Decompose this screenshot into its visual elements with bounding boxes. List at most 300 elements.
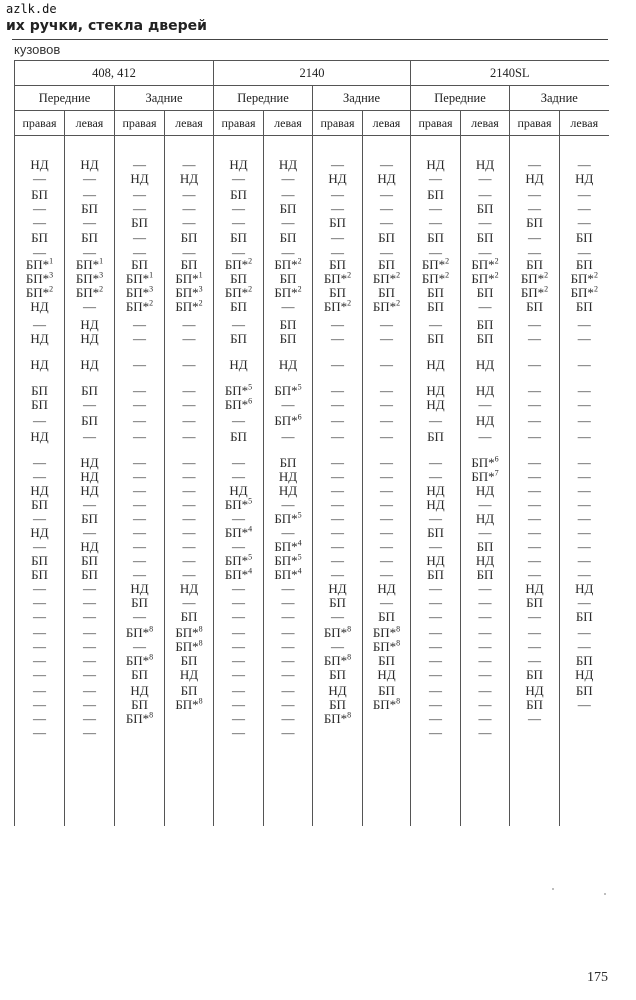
print-speck: [604, 893, 606, 895]
table-cell: —: [331, 357, 344, 372]
side-header: правая: [214, 111, 264, 136]
table-cell: —: [281, 697, 295, 712]
table-cell: —: [83, 725, 96, 740]
table-cell: НД: [426, 397, 445, 412]
table-cell: —: [83, 525, 96, 540]
table-cell: —: [478, 667, 492, 682]
table-cell: БП: [31, 567, 48, 582]
table-cell: БП*$^2$: [224, 256, 253, 272]
table-cell: —: [478, 171, 492, 186]
table-cell: —: [133, 639, 146, 654]
table-cell: —: [331, 317, 344, 332]
side-header: левая: [264, 111, 313, 136]
table-cell: БП: [230, 429, 247, 444]
table-cell: —: [83, 497, 96, 512]
table-cell: —: [331, 245, 344, 260]
table-cell: БП: [279, 271, 297, 286]
table-cell: БП: [31, 230, 48, 245]
table-cell: —: [577, 157, 591, 172]
table-cell: БП: [180, 609, 198, 624]
table-cell: —: [182, 397, 196, 412]
table-cell: —: [577, 357, 591, 372]
subgroup-header: Передние: [411, 86, 510, 111]
table-cell: БП: [81, 383, 98, 398]
table-cell: НД: [426, 383, 445, 398]
table-cell: БП: [378, 230, 395, 245]
side-header: левая: [363, 111, 411, 136]
table-cell: —: [577, 317, 591, 332]
table-cell: НД: [278, 357, 298, 372]
table-cell: НД: [426, 357, 445, 372]
table-cell: —: [331, 525, 344, 540]
table-cell: НД: [130, 683, 149, 698]
table-cell: БП*$^8$: [323, 652, 352, 668]
table-cell: —: [577, 455, 591, 470]
table-cell: —: [429, 201, 442, 216]
table-cell: —: [331, 539, 344, 554]
table-cell: —: [478, 609, 492, 624]
page-subtitle: кузовов: [14, 42, 61, 57]
table-cell: —: [380, 413, 393, 428]
site-watermark: azlk.de: [6, 2, 57, 16]
table-cell: БП: [81, 553, 98, 568]
table-cell: —: [528, 201, 541, 216]
table-cell: —: [429, 639, 442, 654]
table-cell: НД: [80, 317, 99, 332]
table-cell: БП*$^8$: [125, 710, 154, 726]
table-cell: БП*$^2$: [125, 298, 154, 314]
table-cell: —: [133, 553, 146, 568]
table-cell: БП*$^2$: [570, 284, 598, 300]
table-cell: —: [232, 683, 245, 698]
table-cell: —: [380, 497, 393, 512]
table-cell: БП*$^8$: [323, 624, 352, 640]
table-cell: БП*$^4$: [274, 566, 302, 582]
table-cell: —: [528, 187, 541, 202]
table-cell: НД: [229, 157, 248, 172]
table-cell: БП: [180, 653, 198, 668]
table-cell: —: [577, 201, 591, 216]
table-cell: —: [133, 469, 146, 484]
table-cell: —: [182, 413, 196, 428]
table-cell: —: [577, 429, 591, 444]
header-sides: [15, 111, 609, 136]
table-cell: БП*$^3$: [75, 270, 104, 286]
table-cell: —: [577, 539, 591, 554]
table-cell: —: [281, 625, 295, 640]
table-column: [461, 136, 510, 827]
table-cell: —: [33, 245, 46, 260]
table-cell: —: [577, 383, 591, 398]
table-cell: —: [232, 653, 245, 668]
table-cell: —: [133, 245, 146, 260]
table-cell: —: [577, 567, 591, 582]
table-cell: БП: [31, 187, 48, 202]
table-cell: —: [478, 725, 492, 740]
table-cell: БП: [526, 299, 543, 314]
table-cell: БП*$^3$: [125, 284, 154, 300]
header-groups: [15, 61, 609, 86]
table-cell: —: [528, 625, 541, 640]
table-cell: —: [528, 539, 541, 554]
table-cell: —: [133, 455, 146, 470]
table-cell: —: [33, 215, 46, 230]
group-header: 408, 412: [15, 61, 214, 86]
table-cell: НД: [575, 667, 594, 682]
table-cell: БП*$^6$: [274, 412, 302, 428]
table-cell: —: [577, 331, 591, 346]
table-cell: НД: [328, 581, 347, 596]
table-cell: БП: [81, 201, 98, 216]
table-cell: —: [133, 331, 146, 346]
table-cell: НД: [30, 525, 49, 540]
table-cell: БП: [575, 609, 593, 624]
table-cell: НД: [30, 157, 49, 172]
table-cell: —: [577, 511, 591, 526]
table-cell: —: [33, 511, 46, 526]
table-cell: —: [281, 525, 295, 540]
table-cell: БП: [329, 697, 346, 712]
table-cell: БП: [81, 511, 98, 526]
table-cell: —: [331, 383, 344, 398]
table-cell: —: [133, 357, 146, 372]
table-cell: НД: [525, 581, 544, 596]
table-cell: —: [478, 595, 492, 610]
table-cell: НД: [80, 539, 99, 554]
table-cell: —: [528, 245, 541, 260]
table-cell: БП: [329, 285, 346, 300]
subgroup-header: Передние: [214, 86, 313, 111]
table-cell: НД: [179, 171, 199, 186]
table-column: [115, 136, 165, 827]
table-cell: —: [528, 317, 541, 332]
table-cell: БП: [427, 525, 444, 540]
table-cell: НД: [377, 171, 396, 186]
table-cell: —: [478, 625, 492, 640]
table-cell: БП: [476, 230, 494, 245]
table-cell: —: [528, 511, 541, 526]
table-cell: —: [281, 299, 295, 314]
table-cell: —: [83, 215, 96, 230]
table-cell: —: [33, 171, 46, 186]
page-title: их ручки, стекла дверей: [6, 18, 207, 34]
table-cell: —: [232, 413, 245, 428]
table-cell: БП*$^2$: [520, 284, 549, 300]
table-cell: —: [182, 553, 196, 568]
table-cell: —: [83, 187, 96, 202]
table-cell: БП*$^4$: [224, 566, 253, 582]
table-cell: БП: [81, 413, 98, 428]
table-cell: —: [33, 639, 46, 654]
table-cell: —: [232, 511, 245, 526]
table-cell: —: [182, 525, 196, 540]
table-cell: —: [281, 171, 295, 186]
table-cell: БП*$^2$: [520, 270, 549, 286]
table-cell: БП*$^5$: [224, 496, 253, 512]
table-cell: БП: [526, 697, 543, 712]
table-cell: БП: [427, 299, 444, 314]
table-cell: —: [331, 497, 344, 512]
table-cell: НД: [229, 483, 248, 498]
side-header: правая: [115, 111, 165, 136]
table-cell: —: [182, 201, 196, 216]
table-cell: БП: [230, 187, 247, 202]
table-cell: —: [33, 653, 46, 668]
table-cell: —: [577, 497, 591, 512]
table-cell: —: [331, 201, 344, 216]
table-cell: —: [478, 697, 492, 712]
table-cell: —: [182, 567, 196, 582]
table-cell: —: [232, 667, 245, 682]
table-cell: НД: [377, 581, 396, 596]
table-cell: —: [577, 187, 591, 202]
table-cell: НД: [475, 413, 495, 428]
table-cell: БП*$^2$: [323, 270, 352, 286]
table-cell: БП: [81, 230, 98, 245]
table-cell: НД: [525, 171, 544, 186]
table-cell: —: [33, 539, 46, 554]
table-cell: —: [528, 609, 541, 624]
table-cell: —: [232, 725, 245, 740]
table-cell: БП: [575, 299, 593, 314]
table-cell: НД: [328, 171, 347, 186]
table-cell: НД: [575, 581, 594, 596]
table-cell: БП*$^2$: [421, 270, 450, 286]
table-cell: БП*$^2$: [323, 298, 352, 314]
table-cell: БП: [31, 383, 48, 398]
table-cell: —: [478, 711, 492, 726]
table-cell: —: [133, 511, 146, 526]
table-body: [15, 136, 609, 827]
table-cell: —: [232, 469, 245, 484]
table-cell: —: [380, 539, 393, 554]
table-cell: БП*$^6$: [224, 396, 253, 412]
table-cell: —: [380, 483, 393, 498]
table-cell: —: [528, 469, 541, 484]
table-cell: —: [528, 639, 541, 654]
table-cell: —: [33, 609, 46, 624]
table-cell: —: [478, 245, 492, 260]
table-cell: БП: [230, 271, 247, 286]
table-cell: БП: [279, 230, 297, 245]
table-cell: БП*$^8$: [175, 696, 203, 712]
subgroup-header: Задние: [510, 86, 609, 111]
table-cell: БП: [378, 653, 395, 668]
table-cell: —: [380, 383, 393, 398]
table-cell: —: [429, 511, 442, 526]
table-cell: —: [232, 609, 245, 624]
table-cell: —: [232, 639, 245, 654]
table-cell: НД: [475, 157, 495, 172]
table-cell: —: [83, 625, 96, 640]
table-cell: БП: [476, 285, 494, 300]
table-cell: БП*$^8$: [125, 652, 154, 668]
table-cell: —: [478, 429, 492, 444]
table-cell: —: [429, 581, 442, 596]
table-cell: —: [33, 667, 46, 682]
side-header: левая: [65, 111, 115, 136]
table-cell: НД: [426, 157, 445, 172]
table-cell: —: [182, 383, 196, 398]
table-cell: НД: [30, 357, 49, 372]
table-cell: —: [577, 525, 591, 540]
table-cell: —: [281, 581, 295, 596]
table-cell: —: [133, 567, 146, 582]
table-cell: —: [83, 429, 96, 444]
side-header: левая: [461, 111, 510, 136]
table-cell: —: [331, 230, 344, 245]
table-cell: БП: [180, 230, 198, 245]
table-cell: —: [528, 711, 541, 726]
table-cell: —: [380, 429, 393, 444]
table-cell: —: [478, 639, 492, 654]
table-cell: НД: [278, 483, 298, 498]
table-cell: —: [429, 609, 442, 624]
table-cell: —: [281, 609, 295, 624]
table-cell: —: [577, 215, 591, 230]
table-cell: БП: [427, 331, 444, 346]
table-cell: —: [133, 317, 146, 332]
table-cell: —: [577, 413, 591, 428]
table-column: [214, 136, 264, 827]
table-cell: БП: [131, 215, 148, 230]
table-cell: —: [232, 455, 245, 470]
table-cell: —: [232, 697, 245, 712]
table-cell: —: [429, 625, 442, 640]
table-cell: НД: [575, 171, 594, 186]
table-cell: НД: [80, 483, 99, 498]
table-cell: —: [182, 331, 196, 346]
table-cell: БП: [279, 201, 297, 216]
side-header: правая: [313, 111, 363, 136]
table-cell: —: [281, 215, 295, 230]
table-cell: БП*$^5$: [224, 552, 253, 568]
table-cell: —: [133, 525, 146, 540]
table-cell: БП: [230, 299, 247, 314]
table-column: [411, 136, 461, 827]
table-cell: —: [380, 397, 393, 412]
table-cell: —: [429, 667, 442, 682]
table-column: [15, 136, 65, 827]
page-number: 175: [587, 970, 608, 985]
table-cell: БП: [230, 331, 247, 346]
table-cell: БП: [180, 257, 198, 272]
table-cell: —: [182, 245, 196, 260]
table-cell: —: [331, 187, 344, 202]
table-cell: —: [331, 483, 344, 498]
table-cell: —: [380, 469, 393, 484]
header-subgroups: [15, 86, 609, 111]
table-cell: —: [83, 697, 96, 712]
table-cell: —: [380, 525, 393, 540]
table-cell: —: [577, 625, 591, 640]
table-cell: БП*$^5$: [274, 382, 302, 398]
table-cell: БП*$^2$: [471, 270, 499, 286]
table-cell: —: [429, 539, 442, 554]
table-cell: —: [429, 413, 442, 428]
table-cell: —: [577, 469, 591, 484]
table-cell: —: [331, 469, 344, 484]
table-cell: —: [133, 201, 146, 216]
table-cell: —: [528, 455, 541, 470]
table-cell: —: [429, 653, 442, 668]
table-cell: —: [331, 455, 344, 470]
table-cell: БП*$^7$: [471, 468, 499, 484]
table-cell: —: [83, 711, 96, 726]
table-cell: БП*$^2$: [372, 298, 401, 314]
table-cell: —: [83, 299, 96, 314]
table-cell: —: [380, 317, 393, 332]
table-cell: —: [182, 317, 196, 332]
table-cell: —: [33, 413, 46, 428]
table-cell: БП*$^5$: [274, 510, 302, 526]
table-cell: —: [478, 581, 492, 596]
table-cell: —: [429, 245, 442, 260]
table-cell: НД: [475, 357, 495, 372]
table-cell: —: [83, 609, 96, 624]
table-cell: —: [528, 157, 541, 172]
table-cell: НД: [426, 483, 445, 498]
table-cell: НД: [475, 383, 495, 398]
side-header: правая: [15, 111, 65, 136]
table-cell: БП*$^8$: [125, 624, 154, 640]
table-cell: —: [331, 397, 344, 412]
group-header: 2140: [214, 61, 411, 86]
table-cell: —: [331, 157, 344, 172]
table-cell: —: [182, 497, 196, 512]
table-column: [65, 136, 115, 827]
table-cell: —: [380, 187, 393, 202]
table-cell: БП: [81, 567, 98, 582]
table-cell: БП*$^3$: [175, 284, 203, 300]
table-cell: —: [478, 683, 492, 698]
table-cell: БП*$^1$: [125, 270, 154, 286]
table-cell: —: [182, 455, 196, 470]
table-cell: —: [281, 639, 295, 654]
table-cell: БП: [476, 567, 494, 582]
table-cell: —: [380, 215, 393, 230]
table-cell: —: [528, 429, 541, 444]
table-cell: —: [478, 215, 492, 230]
table-cell: —: [528, 397, 541, 412]
table-cell: —: [478, 299, 492, 314]
table-cell: —: [478, 525, 492, 540]
table-cell: —: [429, 455, 442, 470]
table-cell: —: [380, 201, 393, 216]
table-cell: НД: [130, 171, 149, 186]
table-cell: БП: [575, 653, 593, 668]
table-cell: —: [33, 725, 46, 740]
table-cell: БП: [329, 595, 346, 610]
table-cell: НД: [229, 357, 248, 372]
table-cell: —: [83, 639, 96, 654]
table-cell: БП*$^2$: [471, 256, 499, 272]
table-cell: НД: [278, 157, 298, 172]
table-cell: —: [232, 581, 245, 596]
table-cell: НД: [525, 683, 544, 698]
table-column: [363, 136, 411, 827]
table-cell: НД: [30, 429, 49, 444]
table-cell: —: [33, 201, 46, 216]
table-cell: БП*$^5$: [224, 382, 253, 398]
table-cell: —: [331, 609, 344, 624]
table-cell: БП: [476, 201, 494, 216]
table-cell: —: [232, 201, 245, 216]
table-cell: —: [577, 553, 591, 568]
divider: [12, 39, 608, 40]
table-cell: БП*$^4$: [224, 524, 253, 540]
table-cell: —: [33, 317, 46, 332]
